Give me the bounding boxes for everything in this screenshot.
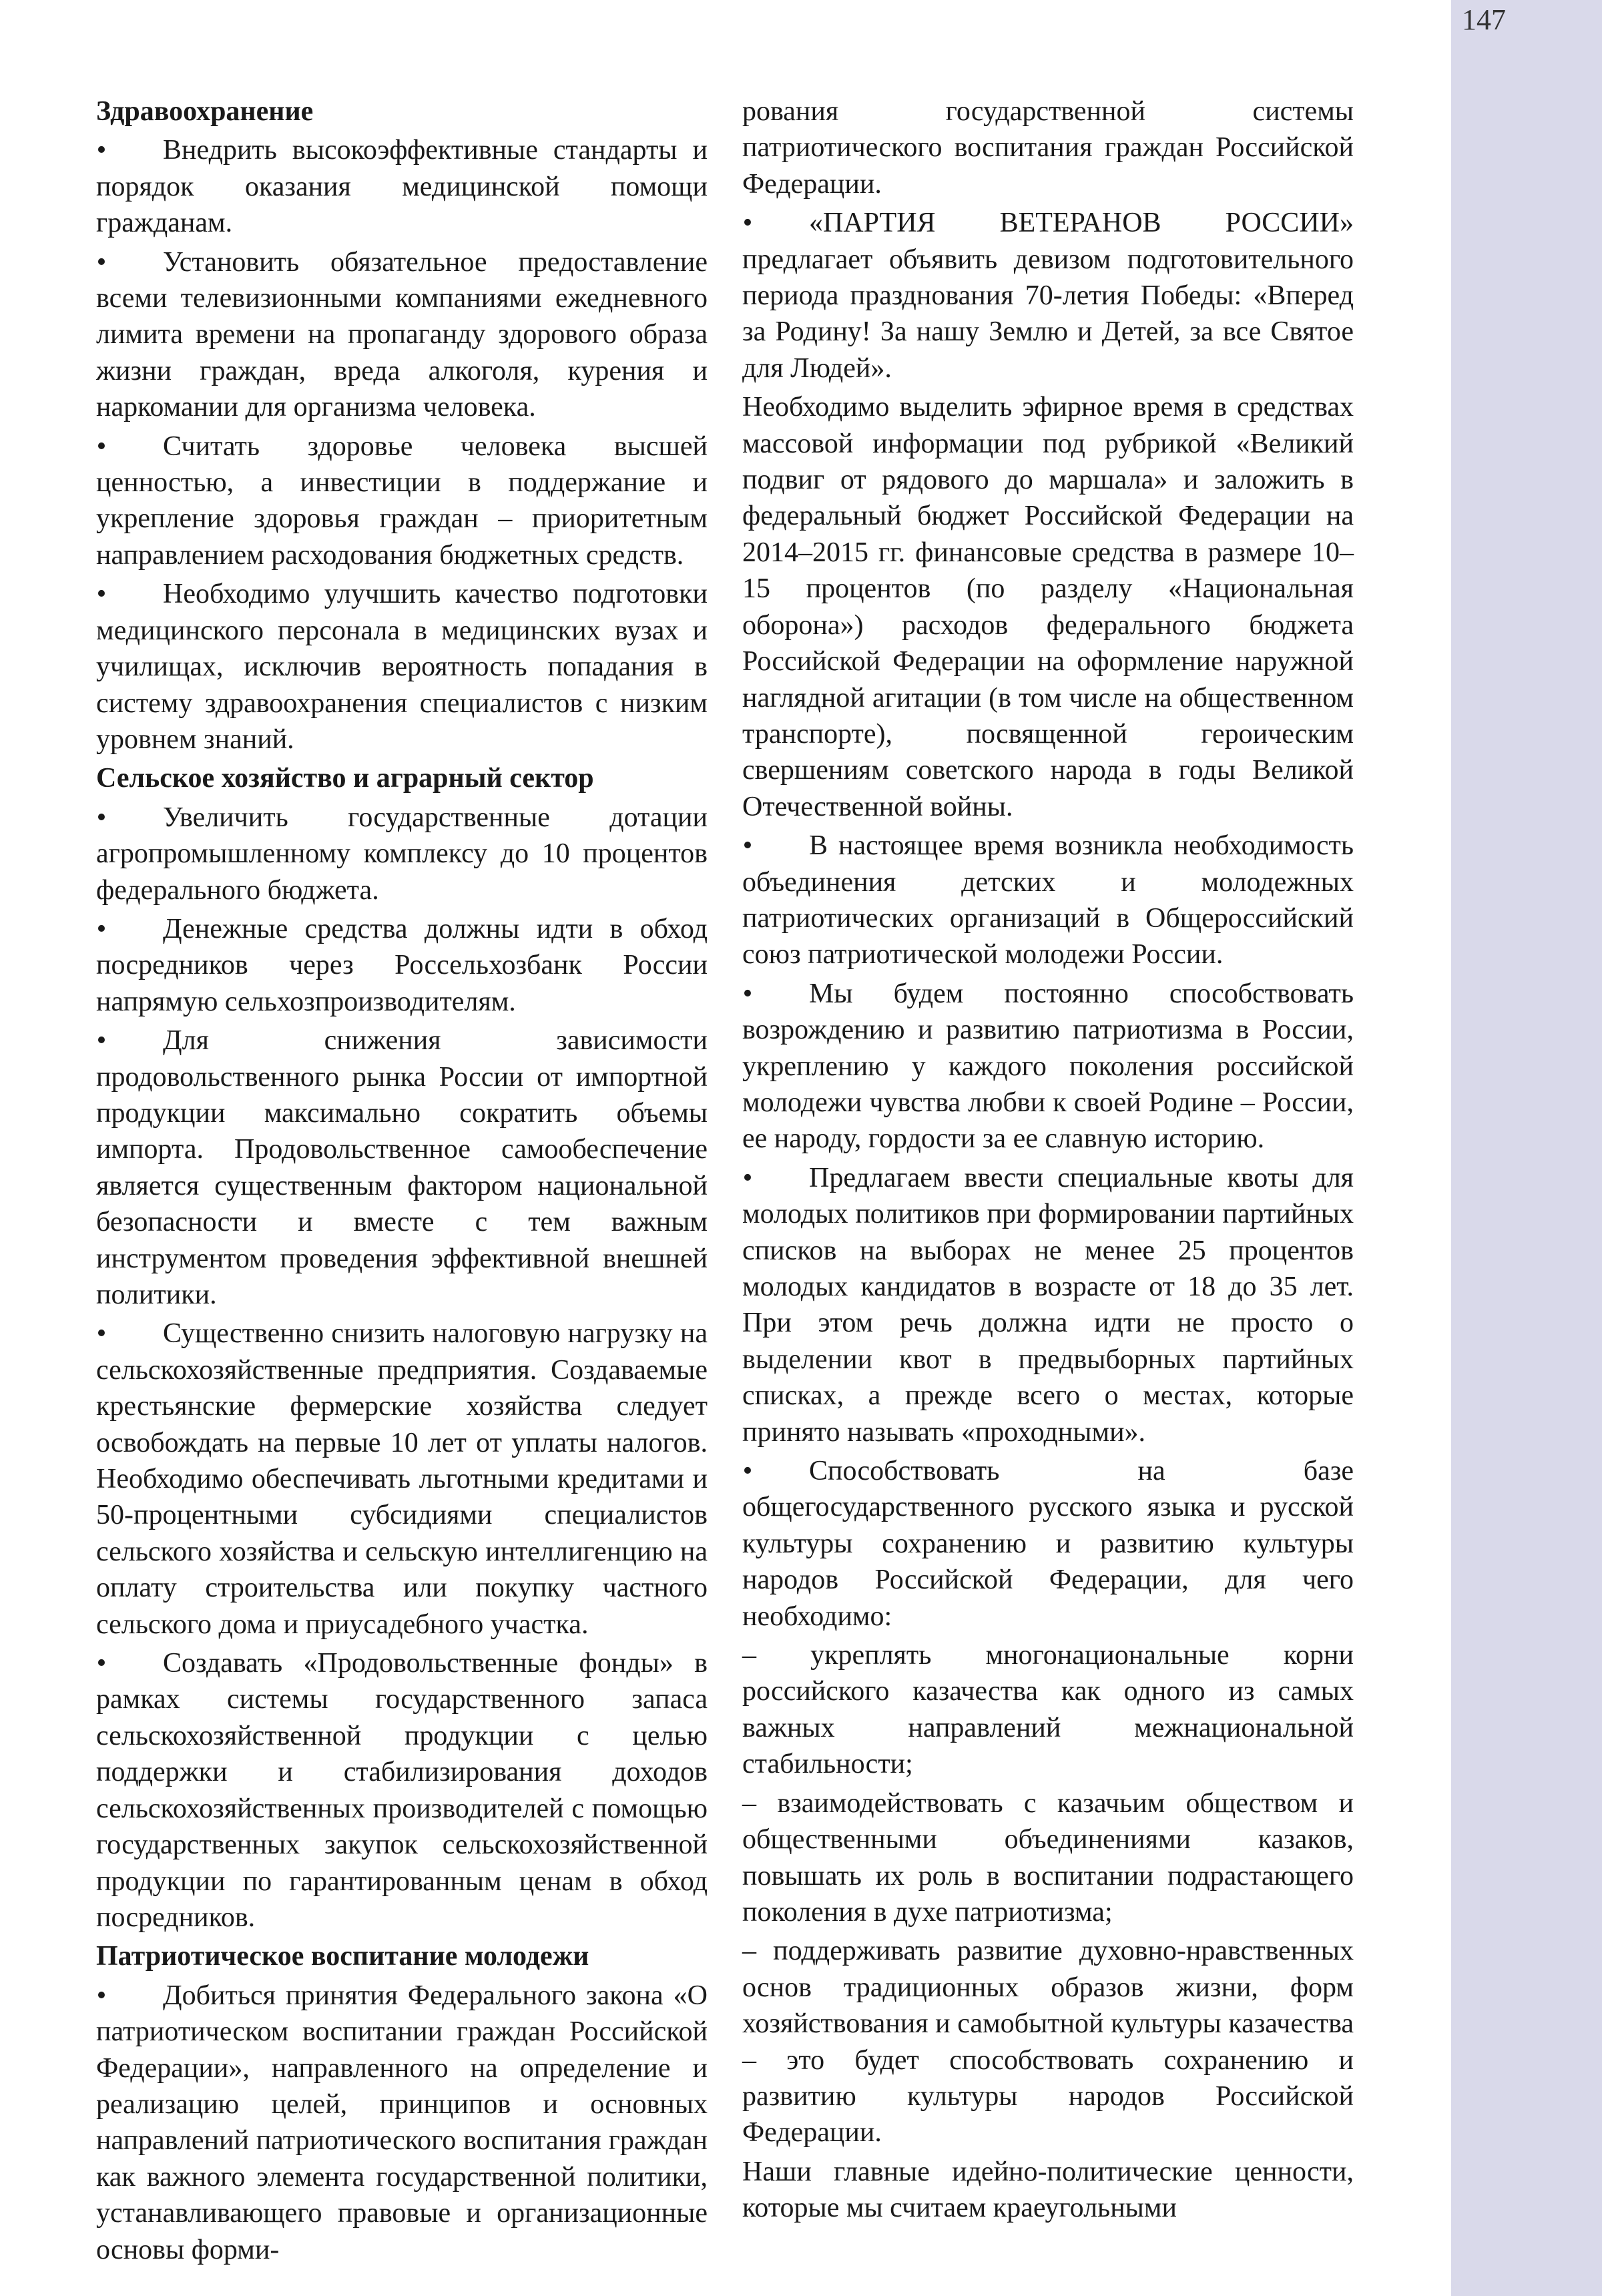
bullet-text: Существенно снизить налоговую нагрузку на сельскохозяйственные предприятия. Создаваемые крестьянские фермерские хозяйства следует освобождать на первые 10 лет от уплаты налогов. Необходимо обеспечивать льготными кредитами и 50-процентными субсидиями специалистов сельского хозяйства и сельскую интеллигенцию на оплату строительства или покупку частного сельского дома и приусадебного участка. xyxy=(96,1318,708,1640)
dash-item xyxy=(742,1785,1354,1931)
bullet-text: Способствовать на базе общегосударственного русского языка и русской культуры сохранению и развитию культуры народов Российской Федерации, для чего необходимо: xyxy=(742,1456,1354,1632)
paragraph xyxy=(742,2154,1354,2227)
bullet-text: Внедрить высокоэффективные стандарты и порядок оказания медицинской помощи гражданам. xyxy=(96,135,708,239)
bullet-text: Увеличить государственные дотации агропромышленному комплексу до 10 процентов федерального бюджета. xyxy=(96,802,708,906)
bullet-icon: • xyxy=(96,135,107,166)
bullet-icon: • xyxy=(96,1648,107,1679)
bullet-item xyxy=(742,976,1354,1157)
bullet-icon: • xyxy=(96,802,107,833)
bullet-text: Создавать «Продовольственные фонды» в рамках системы государственного запаса сельскохозяйственной продукции с целью поддержки и стабилизирования доходов сельскохозяйственных производителей с помощью государственных закупок сельскохозяйственной продукции по гарантированным ценам в обход посредников. xyxy=(96,1648,708,1933)
paragraph-text: рования государственной системы патриотического воспитания граждан Российской Федерации. xyxy=(742,96,1354,200)
bullet-item xyxy=(96,576,708,758)
page-margin-band xyxy=(1451,0,1602,2296)
section-heading-text: Сельское хозяйство и аграрный сектор xyxy=(96,763,594,794)
dash-item xyxy=(742,1933,1354,2150)
bullet-item xyxy=(96,1645,708,1936)
section-heading xyxy=(96,760,708,796)
page-number: 147 xyxy=(1462,3,1506,36)
paragraph-continuation xyxy=(742,93,1354,202)
bullet-text: Мы будем постоянно способствовать возрождению и развитию патриотизма в России, укреплению у каждого поколения российской молодежи чувства любви к своей Родине – России, ее народу, гордости за ее славную историю. xyxy=(742,978,1354,1155)
bullet-icon: • xyxy=(96,1318,107,1350)
bullet-text: Добиться принятия Федерального закона «О патриотическом воспитании граждан Российской Федерации», направленного на определение и реализацию целей, принципов и основных направлений патриотического воспитания граждан как важного элемента государственной политики, устанавливающего правовые и организационные основы форми- xyxy=(96,1980,708,2265)
bullet-text: Необходимо улучшить качество подготовки медицинского персонала в медицинских вузах и училищах, исключив вероятность попадания в систему здравоохранения специалистов с низким уровнем знаний. xyxy=(96,579,708,755)
bullet-item xyxy=(742,205,1354,386)
paragraph-text: – поддерживать развитие духовно-нравственных основ традиционных образов жизни, форм хозяйствования и самобытной культуры казачества – это будет способствовать сохранению и развитию культуры народов Российской Федерации. xyxy=(742,1936,1354,2148)
bullet-item xyxy=(742,828,1354,973)
section-heading xyxy=(96,1938,708,1974)
bullet-item xyxy=(96,428,708,574)
bullet-icon: • xyxy=(742,1456,753,1487)
bullet-text: Денежные средства должны идти в обход посредников через Россельхозбанк России напрямую сельхозпроизводителям. xyxy=(96,913,708,1017)
bullet-item xyxy=(96,132,708,241)
bullet-icon: • xyxy=(742,208,753,239)
bullet-item xyxy=(96,244,708,426)
bullet-text: Предлагаем ввести специальные квоты для молодых политиков при формировании партийных списков на выборах не менее 25 процентов молодых кандидатов в возрасте от 18 до 35 лет. При этом речь должна идти не просто о выделении квот в предвыборных партийных списках, а прежде всего о местах, которые принято называть «проходными». xyxy=(742,1162,1354,1448)
right-column xyxy=(742,93,1354,2229)
section-heading-text: Патриотическое воспитание молодежи xyxy=(96,1941,589,1972)
paragraph-text: Необходимо выделить эфирное время в средствах массовой информации под рубрикой «Великий подвиг от рядового до маршала» и заложить в федеральный бюджет Российской Федерации на 2014–2015 гг. финансовые средства в размере 10–15 процентов (по разделу «Национальная оборона») расходов федерального бюджета Российской Федерации на оформление наружной наглядной агитации (в том числе на общественном транспорте), посвященной героическим свершениям советского народа в годы Великой Отечественной войны. xyxy=(742,392,1354,822)
bullet-text: Установить обязательное предоставление всеми телевизионными компаниями ежедневного лимита времени на пропаганду здорового образа жизни граждан, вреда алкоголя, курения и наркомании для организма человека. xyxy=(96,246,708,423)
dash-item xyxy=(742,1637,1354,1783)
bullet-item xyxy=(96,1978,708,2268)
bullet-text: Считать здоровье человека высшей ценностью, а инвестиции в поддержание и укрепление здоровья граждан – приоритетным направлением расходования бюджетных средств. xyxy=(96,431,708,571)
bullet-icon: • xyxy=(96,1980,107,2011)
bullet-text: «ПАРТИЯ ВЕТЕРАНОВ РОССИИ» предлагает объявить девизом подготовительного периода празднования 70-летия Победы: «Вперед за Родину! За нашу Землю и Детей, за все Святое для Людей». xyxy=(742,208,1354,384)
bullet-icon: • xyxy=(96,913,107,944)
bullet-item xyxy=(742,1160,1354,1450)
bullet-item xyxy=(742,1453,1354,1635)
paragraph-text: – взаимодействовать с казачьим обществом и общественными объединениями казаков, повышать их роль в воспитании подрастающего поколения в духе патриотизма; xyxy=(742,1787,1354,1928)
paragraph-text: – укреплять многонациональные корни российского казачества как одного из самых важных направлений межнациональной стабильности; xyxy=(742,1640,1354,1780)
left-column xyxy=(96,93,708,2271)
section-heading-text: Здравоохранение xyxy=(96,96,314,127)
bullet-icon: • xyxy=(96,579,107,610)
section-heading xyxy=(96,93,708,129)
bullet-icon: • xyxy=(742,1162,753,1193)
bullet-item xyxy=(96,800,708,908)
bullet-text: В настоящее время возникла необходимость объединения детских и молодежных патриотических организаций в Общероссийский союз патриотической молодежи России. xyxy=(742,830,1354,970)
bullet-icon: • xyxy=(96,246,107,278)
bullet-icon: • xyxy=(96,431,107,462)
bullet-item xyxy=(96,911,708,1020)
bullet-item xyxy=(96,1023,708,1313)
bullet-item xyxy=(96,1316,708,1643)
paragraph-text: Наши главные идейно-политические ценности, которые мы считаем краеугольными xyxy=(742,2156,1354,2224)
bullet-icon: • xyxy=(742,978,753,1009)
bullet-text: Для снижения зависимости продовольственного рынка России от импортной продукции максимально сократить объемы импорта. Продовольственное самообеспечение является существенным фактором национальной безопасности и вместе с тем важным инструментом проведения эффективной внешней политики. xyxy=(96,1025,708,1310)
paragraph xyxy=(742,389,1354,825)
bullet-icon: • xyxy=(742,830,753,862)
bullet-icon: • xyxy=(96,1025,107,1057)
